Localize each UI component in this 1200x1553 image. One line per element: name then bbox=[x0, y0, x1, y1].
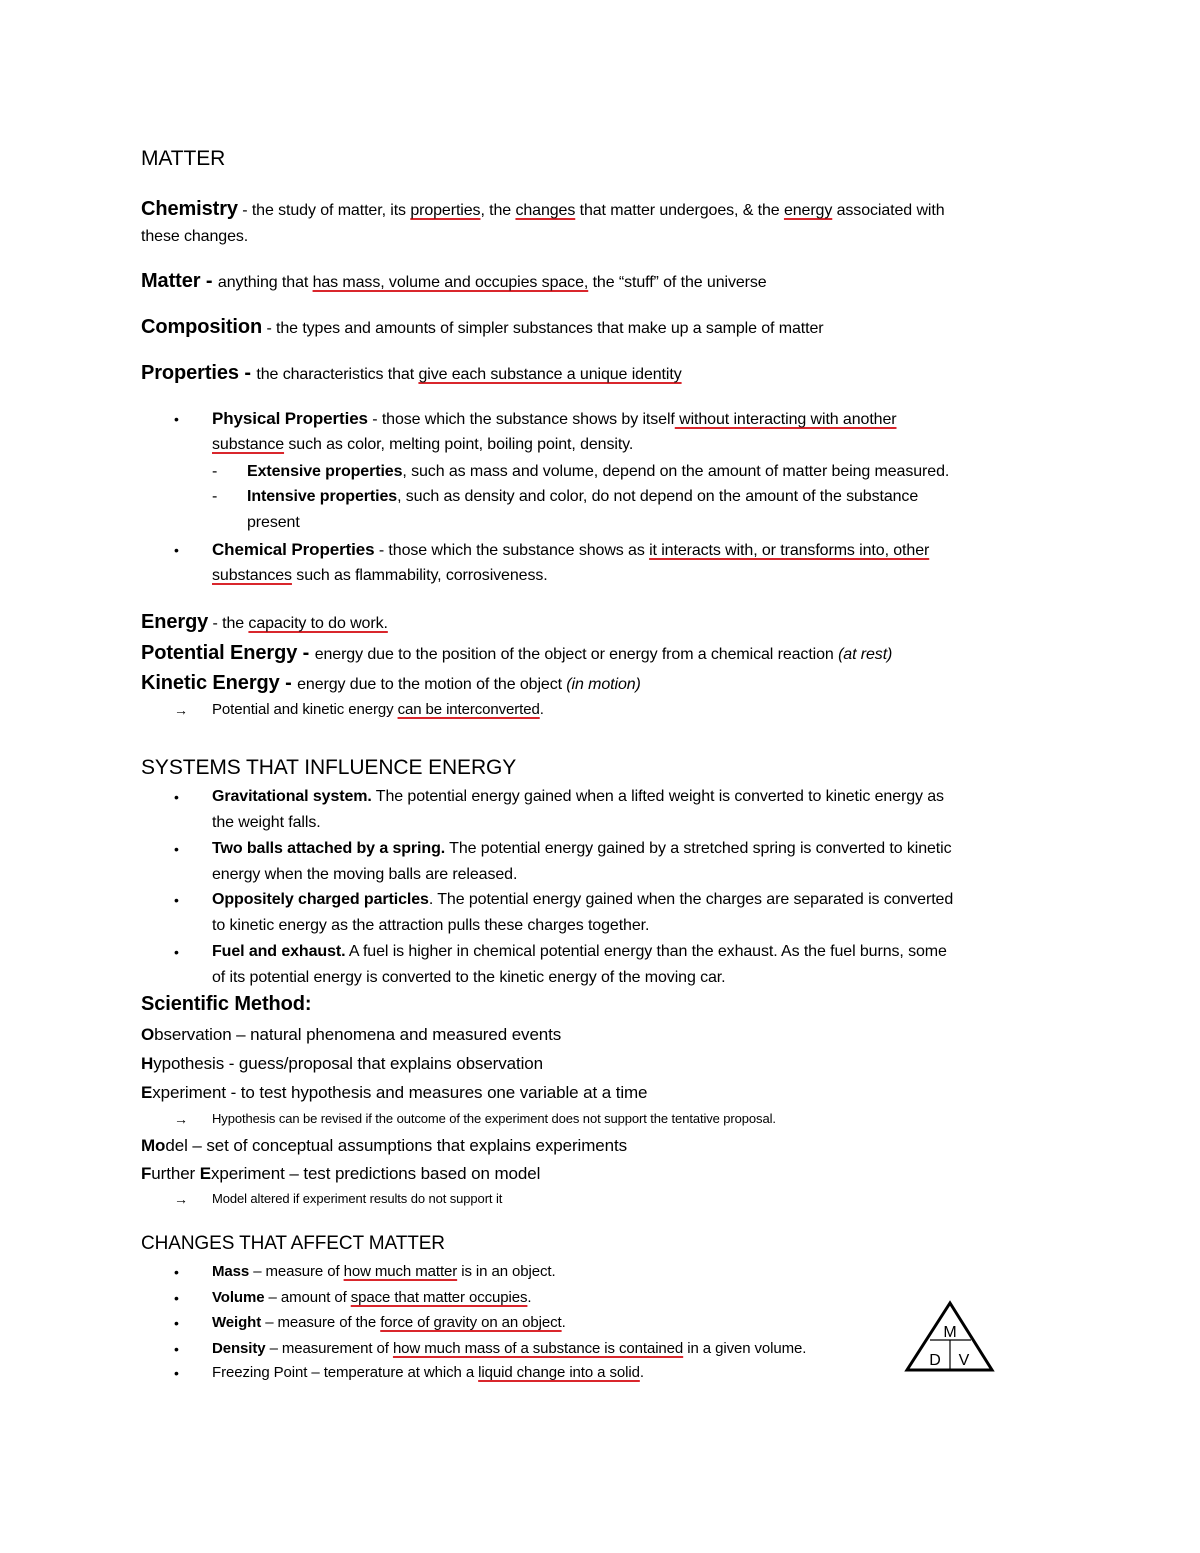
experiment-step: Experiment - to test hypothesis and measures one variable at a time bbox=[141, 1083, 648, 1102]
bullet-icon: • bbox=[174, 1341, 179, 1357]
potential-energy-definition: Potential Energy - energy due to the position of the object or energy from a chemical reaction (at rest) bbox=[141, 642, 893, 664]
bullet-icon: • bbox=[174, 1315, 179, 1331]
systems-heading: SYSTEMS THAT INFLUENCE ENERGY bbox=[141, 756, 517, 779]
density-triangle-diagram bbox=[904, 1300, 996, 1374]
bullet-icon: • bbox=[174, 789, 179, 805]
bullet-icon: • bbox=[174, 411, 179, 427]
system-item-cont: energy when the moving balls are released. bbox=[212, 866, 518, 883]
bullet-icon: • bbox=[174, 1264, 179, 1280]
volume-item: Volume – amount of space that matter occupies. bbox=[212, 1289, 532, 1306]
system-item-cont: of its potential energy is converted to the kinetic energy of the moving car. bbox=[212, 969, 726, 986]
model-note: Model altered if experiment results do not support it bbox=[212, 1191, 503, 1206]
triangle-volume-label: V bbox=[958, 1352, 970, 1369]
composition-definition: Composition - the types and amounts of simpler substances that make up a sample of matter bbox=[141, 316, 824, 338]
hypothesis-step: Hypothesis - guess/proposal that explains observation bbox=[141, 1054, 543, 1073]
bullet-icon: • bbox=[174, 1365, 179, 1381]
dash-marker: - bbox=[212, 488, 218, 505]
energy-definition: Energy - the capacity to do work. bbox=[141, 611, 388, 633]
further-experiment-step: Further Experiment – test predictions based on model bbox=[141, 1164, 541, 1183]
changes-heading: CHANGES THAT AFFECT MATTER bbox=[141, 1233, 445, 1254]
system-item: Oppositely charged particles. The potential energy gained when the charges are separated is converted bbox=[212, 891, 954, 908]
system-item: Fuel and exhaust. A fuel is higher in chemical potential energy than the exhaust. As the fuel burns, some bbox=[212, 943, 947, 960]
matter-definition: Matter - anything that has mass, volume and occupies space, the “stuff” of the universe bbox=[141, 270, 767, 292]
chemical-properties-cont: substances such as flammability, corrosiveness. bbox=[212, 567, 548, 584]
bullet-icon: • bbox=[174, 892, 179, 908]
system-item-cont: to kinetic energy as the attraction pulls these charges together. bbox=[212, 917, 650, 934]
physical-properties-cont: substance such as color, melting point, boiling point, density. bbox=[212, 436, 634, 453]
system-item: Gravitational system. The potential energy gained when a lifted weight is converted to kinetic energy as bbox=[212, 788, 944, 805]
density-item: Density – measurement of how much mass of a substance is contained in a given volume. bbox=[212, 1340, 807, 1357]
term: Chemistry bbox=[141, 198, 238, 220]
system-item-cont: the weight falls. bbox=[212, 814, 321, 831]
dash-marker: - bbox=[212, 463, 218, 480]
bullet-icon: • bbox=[174, 542, 179, 558]
bullet-icon: • bbox=[174, 944, 179, 960]
physical-properties: Physical Properties - those which the substance shows by itself without interacting with another bbox=[212, 409, 897, 428]
hypothesis-note: Hypothesis can be revised if the outcome of the experiment does not support the tentative proposal. bbox=[212, 1111, 776, 1126]
model-step: Model – set of conceptual assumptions that explains experiments bbox=[141, 1136, 628, 1155]
system-item: Two balls attached by a spring. The potential energy gained by a stretched spring is converted to kinetic bbox=[212, 840, 952, 857]
intensive-properties-cont: present bbox=[247, 514, 300, 531]
observation-step: Observation – natural phenomena and measured events bbox=[141, 1025, 562, 1044]
chemistry-definition: Chemistry - the study of matter, its properties, the changes that matter undergoes, & the energy associated with bbox=[141, 198, 945, 220]
page-title: MATTER bbox=[141, 147, 226, 170]
arrow-icon: → bbox=[174, 702, 188, 718]
arrow-icon: → bbox=[174, 1191, 188, 1207]
chemistry-definition-cont: these changes. bbox=[141, 228, 249, 245]
triangle-density-label: D bbox=[929, 1352, 941, 1369]
intensive-properties: Intensive properties, such as density and color, do not depend on the amount of the substance bbox=[247, 488, 919, 505]
freezing-point-item: Freezing Point – temperature at which a liquid change into a solid. bbox=[212, 1364, 644, 1381]
arrow-icon: → bbox=[174, 1111, 188, 1127]
mass-item: Mass – measure of how much matter is in an object. bbox=[212, 1263, 556, 1280]
kinetic-energy-definition: Kinetic Energy - energy due to the motion of the object (in motion) bbox=[141, 672, 641, 694]
scientific-method-heading: Scientific Method: bbox=[141, 993, 312, 1015]
chemical-properties: Chemical Properties - those which the substance shows as it interacts with, or transforms into, other bbox=[212, 540, 930, 559]
properties-definition: Properties - the characteristics that give each substance a unique identity bbox=[141, 362, 682, 384]
bullet-icon: • bbox=[174, 841, 179, 857]
extensive-properties: Extensive properties, such as mass and volume, depend on the amount of matter being measured. bbox=[247, 463, 950, 480]
interconvert-note: Potential and kinetic energy can be interconverted. bbox=[212, 701, 544, 718]
weight-item: Weight – measure of the force of gravity on an object. bbox=[212, 1314, 566, 1331]
triangle-mass-label: M bbox=[943, 1324, 957, 1341]
bullet-icon: • bbox=[174, 1290, 179, 1306]
